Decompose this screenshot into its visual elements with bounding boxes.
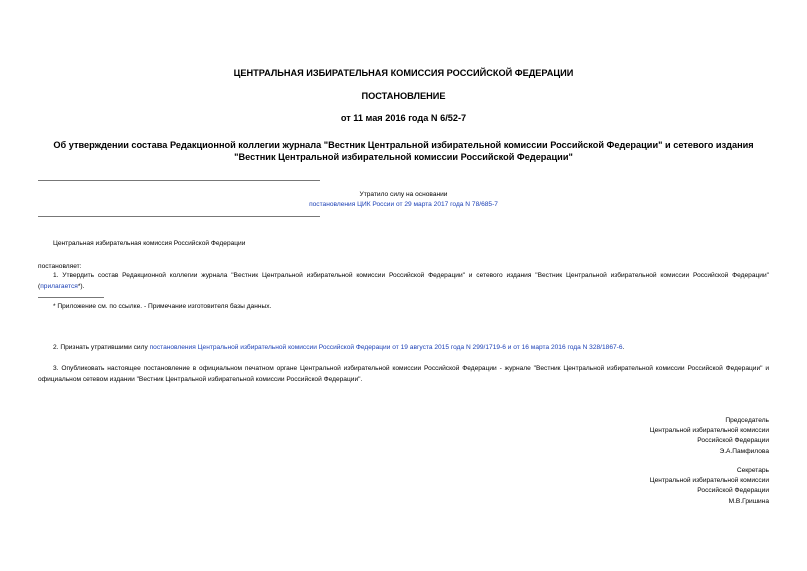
secretary-role: Секретарь xyxy=(736,467,769,474)
item-1 xyxy=(38,271,769,292)
intro-text: Центральная избирательная комиссия Российской Федерации xyxy=(53,240,246,247)
divider-bottom xyxy=(38,216,320,217)
footnote: * Приложение см. по ссылке. - Примечание изготовителя базы данных. xyxy=(53,303,272,310)
item-2-text: 2. Признать утратившими силу xyxy=(53,344,150,351)
repealed-decrees-link[interactable]: постановления Центральной избирательной комиссии Российской Федерации от 19 августа 2015 года N 299/1719-6 и от 16 марта 2016 года N 328/1867-6 xyxy=(149,344,623,351)
organization-heading: ЦЕНТРАЛЬНАЯ ИЗБИРАТЕЛЬНАЯ КОМИССИЯ РОССИЙСКОЙ ФЕДЕРАЦИИ xyxy=(233,68,574,78)
secretary-org-line-2: Российской Федерации xyxy=(697,487,769,495)
chair-signature xyxy=(650,416,769,457)
divider-top xyxy=(38,180,320,181)
secretary-name: М.В.Гришина xyxy=(728,497,769,505)
item-3: 3. Опубликовать настоящее постановление в официальном печатном органе Центральной избирательной комиссии Российской Федерации - журнале "Вестник Центральной избирательной комиссии Российской Федерации" и официальном сетевом издании "Вестник Центральной избирательной комиссии Российской Федерации". xyxy=(38,365,769,383)
appendix-link[interactable]: прилагается xyxy=(40,282,78,290)
status-note-text: Утратило силу на основании xyxy=(359,191,448,198)
document-date-number: от 11 мая 2016 года N 6/52-7 xyxy=(340,113,467,123)
resolves-text: постановляет: xyxy=(38,263,82,270)
chair-org-line-1: Центральной избирательной комиссии xyxy=(649,427,769,435)
item-1-text: 1. Утвердить состав Редакционной коллегии журнала "Вестник Центральной избирательной комиссии Российской Федерации" и сетевого издания "Вестник Центральной избирательной комиссии Российской Федерации" ( xyxy=(38,272,769,290)
repeal-decree-link[interactable]: постановления ЦИК России от 29 марта 2017 года N 78/685-7 xyxy=(309,201,498,208)
chair-name: Э.А.Памфилова xyxy=(719,447,769,455)
item-1-end: *). xyxy=(77,282,85,290)
item-2-end: . xyxy=(622,344,625,351)
secretary-signature xyxy=(650,466,769,507)
chair-org-line-2: Российской Федерации xyxy=(697,437,769,445)
footnote-divider xyxy=(38,297,104,298)
chair-role: Председатель xyxy=(725,417,769,424)
secretary-org-line-1: Центральной избирательной комиссии xyxy=(649,477,769,485)
document-type: ПОСТАНОВЛЕНИЕ xyxy=(361,91,446,101)
item-2 xyxy=(38,343,769,354)
document-title: Об утверждении состава Редакционной коллегии журнала "Вестник Центральной избирательной комиссии Российской Федерации" и сетевого издания "Вестник Центральной избирательной комиссии Российской Федерации" xyxy=(53,140,754,162)
